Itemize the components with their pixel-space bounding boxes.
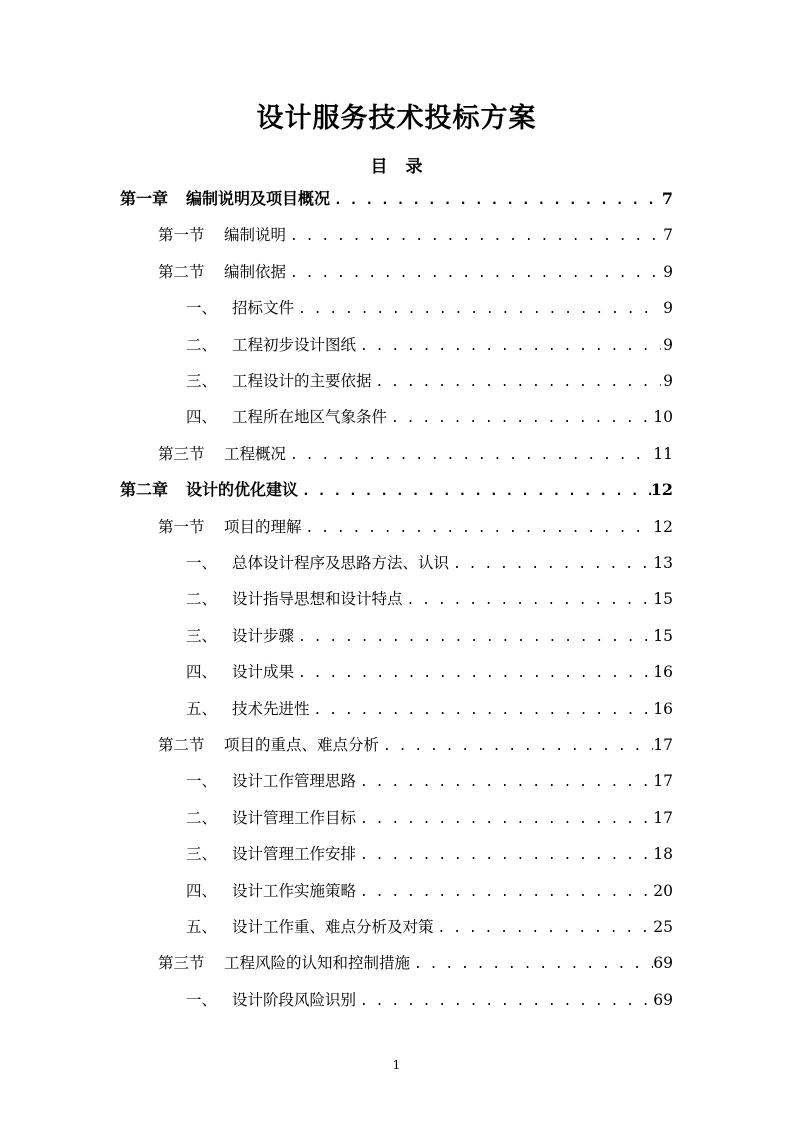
toc-entry-number: 四、 [186,881,218,900]
toc-entry[interactable] [186,330,673,360]
toc-entry[interactable] [158,512,673,542]
toc-entry-number: 第一节 [158,517,205,536]
toc-dot-leader [372,368,661,396]
toc-entry[interactable] [186,694,673,724]
toc-entry[interactable] [186,548,673,578]
toc-entry-label [186,621,294,651]
toc-entry-number: 第一章 [120,189,169,208]
toc-entry-number: 一、 [186,299,218,318]
toc-dot-leader [410,950,653,978]
toc-dot-leader [356,805,653,833]
toc-entry-page: 9 [663,335,673,354]
toc-entry-number: 二、 [186,590,218,609]
toc-entry-label [186,839,356,869]
toc-entry-number: 四、 [186,408,218,427]
toc-entry-label [186,366,372,396]
toc-entry-label [186,985,356,1015]
toc-entry-label [120,475,298,505]
toc-entry-label [158,730,379,760]
toc-dot-leader [294,659,653,687]
toc-entry-number: 三、 [186,626,218,645]
toc-entry-page: 17 [653,772,673,791]
toc-entry-page: 13 [653,554,673,572]
toc-entry-text: 项目的理解 [224,517,302,536]
toc-dot-leader [434,914,654,942]
toc-entry-text: 技术先进性 [232,699,310,718]
toc-entry-page: 15 [653,590,673,609]
toc-entry-text: 设计管理工作安排 [232,845,357,864]
toc-entry[interactable] [186,657,673,687]
toc-entry-page: 18 [653,845,673,864]
toc-entry-number: 一、 [186,554,218,572]
toc-dot-leader [286,259,661,287]
toc-dot-leader [286,222,661,250]
toc-dot-leader [449,550,653,578]
toc-entry-page: 20 [653,881,673,900]
toc-entry-text: 编制说明 [224,226,287,245]
toc-entry-number: 一、 [186,772,218,791]
toc-entry-number: 第一节 [158,226,205,245]
toc-entry-label [186,876,356,906]
toc-entry-label [158,512,302,542]
toc-entry-number: 二、 [186,808,218,827]
toc-entry-text: 招标文件 [232,299,295,318]
toc-entry-number: 五、 [186,918,218,936]
toc-entry-label [186,912,434,942]
toc-entry-label [158,257,286,287]
toc-entry[interactable] [186,402,673,432]
toc-entry-text: 设计成果 [232,663,295,682]
toc-heading: 目 录 [370,157,423,177]
toc-entry-page: 12 [650,480,673,500]
toc-dot-leader [302,514,654,542]
toc-entry[interactable] [186,366,673,396]
toc-entry-label [158,220,286,250]
toc-entry-page: 17 [653,808,673,827]
toc-dot-leader [330,186,661,214]
toc-dot-leader [356,878,653,906]
toc-entry-page: 17 [653,736,673,754]
toc-entry-number: 第二章 [120,480,169,500]
toc-dot-leader [379,732,653,760]
toc-entry-text: 设计步骤 [232,626,295,645]
toc-entry-number: 第二节 [158,736,205,754]
toc-entry[interactable] [186,584,673,614]
toc-entry-page: 25 [653,918,673,936]
toc-entry-text: 项目的重点、难点分析 [224,736,380,754]
document-title: 设计服务技术投标方案 [256,103,537,134]
toc-entry-number: 四、 [186,663,218,682]
toc-entry-page: 10 [653,408,673,427]
toc-entry-page: 9 [663,372,673,390]
toc-entry[interactable] [186,839,673,869]
toc-entry-text: 设计指导思想和设计特点 [232,590,403,609]
toc-entry-page: 16 [653,699,673,718]
toc-dot-leader [310,696,654,724]
toc-entry-label [186,657,294,687]
toc-entry-page: 9 [663,299,673,318]
toc-entry-number: 二、 [186,335,218,354]
toc-entry-number: 第三节 [158,954,205,973]
toc-dot-leader [356,841,653,869]
toc-entry-page: 12 [653,517,673,536]
toc-entry-label [186,766,356,796]
toc-entry-label [186,402,387,432]
toc-dot-leader [356,987,653,1015]
toc-entry-text: 设计工作重、难点分析及对策 [232,918,434,936]
toc-entry[interactable] [186,876,673,906]
toc-entry[interactable] [158,257,673,287]
toc-entry-page: 7 [661,189,673,208]
toc-entry-text: 工程所在地区气象条件 [232,408,388,427]
toc-entry-label [186,694,310,724]
toc-entry-page: 69 [653,990,673,1009]
toc-entry[interactable] [186,985,673,1015]
toc-entry[interactable] [186,766,673,796]
toc-dot-leader [403,586,654,614]
toc-entry-number: 五、 [186,699,218,718]
toc-entry[interactable] [120,475,673,505]
toc-entry-page: 7 [663,226,673,245]
toc-entry-text: 编制说明及项目概况 [186,189,331,208]
toc-entry-text: 总体设计程序及思路方法、认识 [232,554,450,572]
toc-entry[interactable] [158,948,673,978]
toc-entry-page: 69 [653,954,673,973]
toc-entry[interactable] [158,439,673,469]
toc-entry[interactable] [158,730,673,760]
toc-entry-label [120,184,330,214]
toc-entry-label [186,803,356,833]
toc-entry-page: 16 [653,663,673,682]
toc-entry[interactable] [186,803,673,833]
toc-entry-text: 设计工作管理思路 [232,772,357,791]
toc-entry[interactable] [186,912,673,942]
toc-entry-text: 设计的优化建议 [186,480,299,500]
toc-entry-text: 设计工作实施策略 [232,881,357,900]
toc-entry[interactable] [120,184,673,214]
toc-entry[interactable] [186,293,673,323]
toc-dot-leader [387,404,653,432]
toc-dot-leader [356,332,661,360]
toc-dot-leader [286,441,653,469]
toc-entry[interactable] [186,621,673,651]
toc-entry-text: 设计阶段风险识别 [232,990,357,1009]
toc-dot-leader [294,295,661,323]
toc-entry-page: 9 [663,262,673,281]
toc-entry-text: 设计管理工作目标 [232,808,357,827]
toc-entry-label [158,439,286,469]
toc-entry-number: 第三节 [158,444,205,463]
toc-entry-page: 11 [653,444,673,463]
toc-entry-number: 第二节 [158,262,205,281]
toc-entry-number: 一、 [186,990,218,1009]
toc-entry-label [186,330,356,360]
toc-entry-number: 三、 [186,845,218,864]
toc-entry-text: 工程风险的认知和控制措施 [224,954,411,973]
toc-entry-label [158,948,410,978]
toc-entry-text: 工程概况 [224,444,287,463]
toc-entry-label [186,584,403,614]
page-number: 1 [392,1058,401,1072]
toc-entry[interactable] [158,220,673,250]
toc-entry-page: 15 [653,626,673,645]
toc-entry-text: 工程设计的主要依据 [232,372,372,390]
toc-entry-label [186,548,449,578]
toc-entry-text: 工程初步设计图纸 [232,335,357,354]
toc-entry-number: 三、 [186,372,218,390]
toc-dot-leader [294,623,653,651]
toc-dot-leader [298,477,651,505]
toc-dot-leader [356,768,653,796]
toc-entry-label [186,293,294,323]
toc-entry-text: 编制依据 [224,262,287,281]
